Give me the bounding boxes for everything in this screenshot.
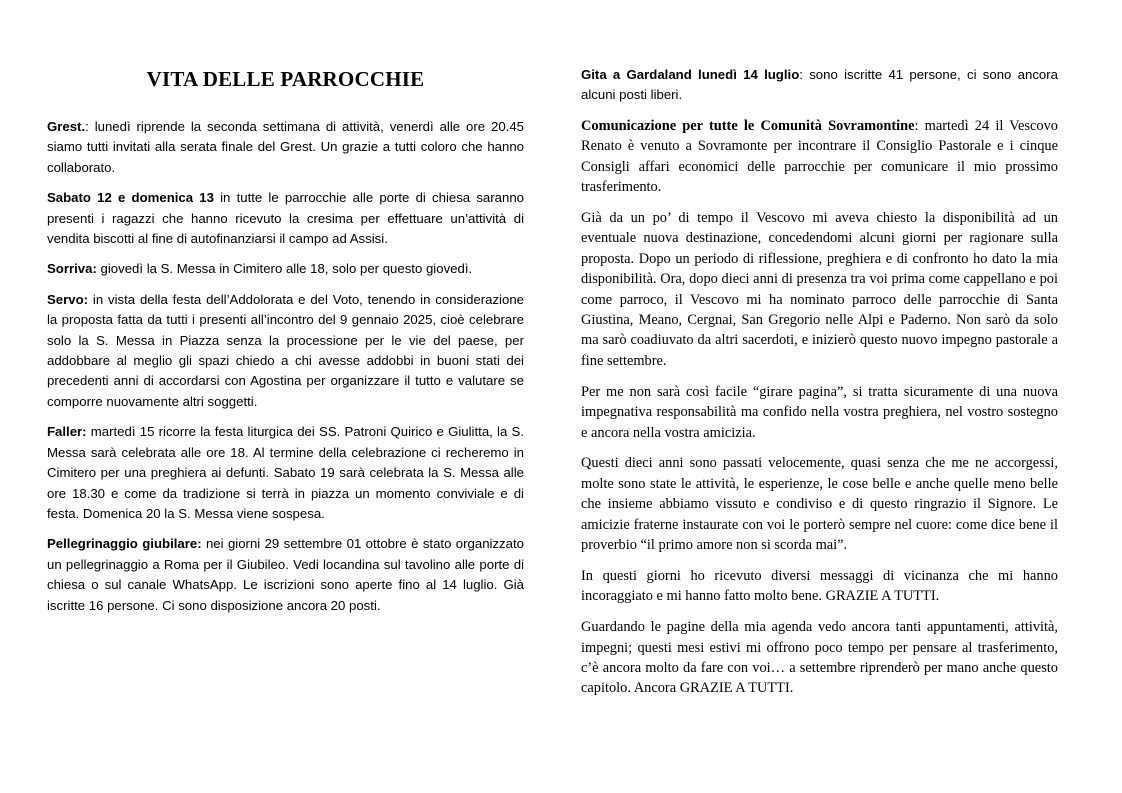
paragraph-letter-4 [581,566,1058,607]
paragraph-text: in tutte le parrocchie alle porte di chiesa saranno presenti i ragazzi che hanno ricevuto la cresima per effettuare un’attività di vendita biscotti al fine di autofinanziarsi il campo ad Assisi. [47,190,524,247]
paragraph-text: giovedì la S. Messa in Cimitero alle 18, solo per questo giovedì. [96,261,473,277]
paragraph-lead: Sorriva: [47,261,97,277]
paragraph-servo [47,290,524,412]
paragraph-text: Questi dieci anni sono passati velocemente, quasi senza che me ne accorgessi, molte sono state le attività, le esperienze, le cose belle e anche quelle meno belle che insieme abbiamo vissuto e condiviso e di questo ringrazio il Signore. Le amicizie fraterne instaurate con voi le porterò sempre nel cuore: come dice bene il proverbio “il primo amore non si scorda mai”. [581,455,1058,554]
paragraph-text: In questi giorni ho ricevuto diversi messaggi di vicinanza che mi hanno incoraggiato e mi hanno fatto molto bene. GRAZIE A TUTTI. [581,567,1058,605]
page-title: VITA DELLE PARROCCHIE [146,67,425,91]
paragraph-sorriva [47,259,524,279]
paragraph-letter-1 [581,208,1058,371]
paragraph-lead: Comunicazione per tutte le Comunità Sovramontine [581,117,915,134]
paragraph-text: Già da un po’ di tempo il Vescovo mi aveva chiesto la disponibilità ad un eventuale nuova destinazione, concedendomi alcuni giorni per ragionare sulla proposta. Dopo un periodo di riflessione, preghiera e di confronto ho dato la mia disponibilità. Ora, dopo dieci anni di presenza tra voi prima come cappellano e poi come parroco, il Vescovo mi ha nominato parroco delle parrocchie di Santa Giustina, Meano, Cergnai, San Gregorio nelle Alpi e Paderno. Non sarò da solo ma sarò coadiuvato da altri sacerdoti, e inizierò questo nuovo impegno pastorale a fine settembre. [581,209,1058,369]
paragraph-text: Per me non sarà così facile “girare pagina”, si tratta sicuramente di una nuova impegnativa responsabilità ma confido nella vostra preghiera, nel vostro sostegno e ancora nella vostra amicizia. [581,383,1058,441]
paragraph-faller [47,422,524,524]
letter-block [581,116,1058,699]
paragraph-text: nei giorni 29 settembre 01 ottobre è stato organizzato un pellegrinaggio a Roma per il Giubileo. Vedi locandina sul tavolino alle porte di chiesa o sul canale WhatsApp. Le iscrizioni sono aperte fino al 14 luglio. Già iscritte 16 persone. Ci sono disposizione ancora 20 posti. [47,536,524,613]
paragraph-lead: Servo: [47,291,89,307]
paragraph-letter-3 [581,453,1058,555]
paragraph-lead: Faller: [47,424,87,440]
right-body [581,65,1058,709]
paragraph-text: : lunedì riprende la seconda settimana di attività, venerdì alle ore 20.45 siamo tutti invitati alla serata finale del Grest. Un grazie a tutti coloro che hanno collaborato. [47,119,524,175]
paragraph-text: Guardando le pagine della mia agenda vedo ancora tanti appuntamenti, attività, impegni; questi mesi estivi mi offrono poco tempo per pensare al trasferimento, c’è ancora molto da fare con voi… a settembre riprenderò per mano anche questo capitolo. Ancora GRAZIE A TUTTI. [581,619,1058,697]
paragraph-pellegrinaggio [47,534,524,616]
paragraph-text: in vista della festa dell’Addolorata e del Voto, tenendo in considerazione la proposta fatta da tutti i presenti all’incontro del 9 gennaio 2025, cioè celebrare solo la S. Messa in Piazza senza la processione per le vie del paese, per addobbare al meglio gli spazi chiedo a chi avesse addobbi in buoni stati dei precedenti anni di accordarsi con Agostina per organizzare il tutto e valutare se comporre nuovamente altri soggetti. [47,291,524,409]
paragraph-grest [47,117,524,178]
paragraph-lead: Sabato 12 e domenica 13 [47,190,214,206]
paragraph-text: : sono iscritte 41 persone, ci sono ancora alcuni posti liberi. [581,67,1058,103]
paragraph-letter-5 [581,617,1058,699]
paragraph-gita [581,65,1058,106]
paragraph-comunicazione [581,116,1058,198]
paragraph-lead: Gita a Gardaland lunedì 14 luglio [581,67,800,82]
paragraph-text: martedì 15 ricorre la festa liturgica dei SS. Patroni Quirico e Giulitta, la S. Messa sarà celebrata alle ore 18. Al termine della celebrazione ci recheremo in Cimitero per una preghiera ai defunti. Sabato 19 sarà celebrata la S. Messa alle ore 18.30 e come da tradizione si terrà in piazza un momento conviviale e di festa. Domenica 20 la S. Messa viene sospesa. [47,424,524,521]
paragraph-lead: Pellegrinaggio giubilare: [47,536,202,552]
gita-block [581,65,1058,106]
paragraph-sabato [47,188,524,249]
left-body [47,117,524,626]
paragraph-letter-2 [581,382,1058,443]
paragraph-text: : martedì 24 il Vescovo Renato è venuto a Sovramonte per incontrare il Consiglio Pastorale e i cinque Consigli affari economici delle parrocchie per comunicare il mio prossimo trasferimento. [581,117,1058,196]
paragraph-lead: Grest. [47,119,86,134]
